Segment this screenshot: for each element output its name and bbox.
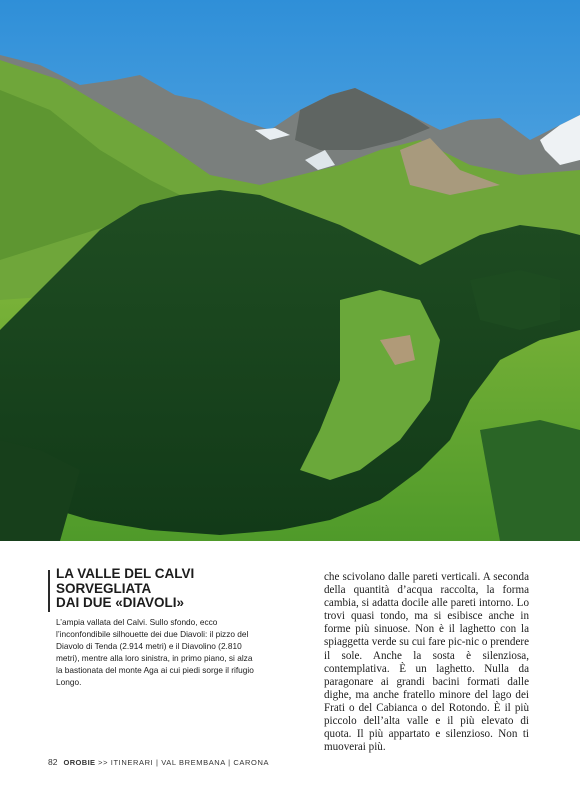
caption-title-line: DAI DUE «DIAVOLI»	[56, 595, 185, 610]
caption-title	[56, 567, 256, 611]
body-text: che scivolano dalle pareti verticali. A seconda della quantità d’acqua raccolta, la forma cambia, si adatta docile alle pareti intorno. Lo trovi quasi tondo, ma si esibisce anche in forme più sinuose. Non è il laghetto con la spiaggetta verde su cui fare pic-nic o prendere il sole. Anche la sosta è silenziosa, contemplativa. È un laghetto. Nulla da paragonare ai grandi bacini formati dalle dighe, ma anche fratello minore del lago dei Frati o del Cabianca o del Rotondo. È il più piccolo dell’alta valle e il più elevato di quota. Il più appartato e silenzioso. Non ti muoverai più.	[324, 571, 529, 754]
caption-rule	[48, 570, 50, 612]
caption-text: L’ampia vallata del Calvi. Sullo sfondo, ecco l’inconfondibile silhouette dei due Diavoli: il pizzo del Diavolo di Tenda (2.914 metri) e il Diavolino (2.810 metri), mentre alla loro sinistra, in primo piano, si alza la bastionata del monte Aga ai cui piedi sorge il rifugio Longo.	[56, 617, 254, 688]
section-path: >> ITINERARI | VAL BREMBANA | CARONA	[95, 758, 270, 767]
page-footer	[48, 757, 269, 767]
magazine-name: OROBIE	[63, 758, 96, 767]
caption-title-line: SORVEGLIATA	[56, 580, 152, 596]
caption-title-line: LA VALLE DEL CALVI	[56, 566, 195, 581]
page-number: 82	[48, 757, 58, 767]
